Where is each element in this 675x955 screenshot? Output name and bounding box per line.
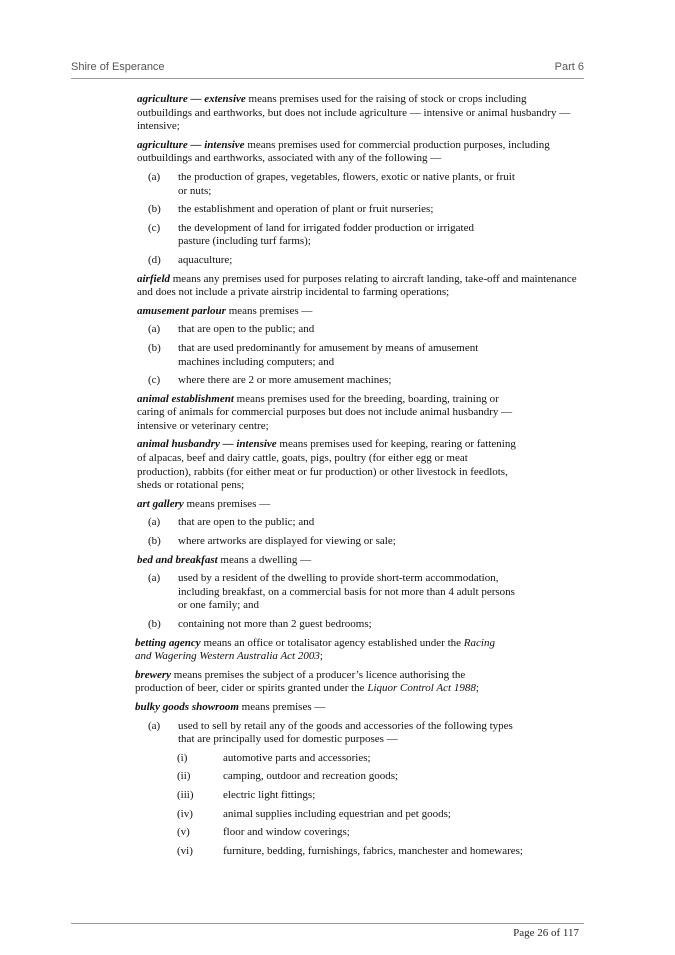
sub-item-text: furniture, bedding, furnishings, fabrics, manchester and homewares; — [223, 844, 523, 857]
item-label: (a) — [148, 170, 161, 183]
definition-text: means premises used for commercial production purposes, including outbuildings and earthworks, associated with any of the following — — [137, 138, 550, 165]
item-label: (b) — [148, 618, 161, 630]
definition-text: means any premises used for purposes relating to aircraft landing, take-off and maintenance and does not include a private airstrip incidental to farming operations; — [137, 272, 577, 299]
definition-text: means premises used for the raising of stock or crops including outbuildings and earthworks, but does not include agriculture — intensive or animal husbandry — intensive; — [137, 93, 571, 133]
item-text: that are open to the public; and — [178, 516, 315, 529]
sub-item-text: automotive parts and accessories; — [223, 751, 371, 764]
item-text: used to sell by retail any of the goods and accessories of the following types that are principally used for domestic purposes — — [178, 719, 513, 746]
item-text: used by a resident of the dwelling to provide short-term accommodation, including breakfast, on a commercial basis for not more than 4 adult persons or one family; and — [178, 572, 515, 612]
sub-item-label: (i) — [177, 751, 188, 764]
list-item — [71, 374, 518, 388]
sub-item-text: electric light fittings; — [223, 788, 316, 801]
definition-text: means an office or totalisator agency established under the — [200, 636, 464, 649]
sub-item-label: (ii) — [177, 770, 191, 783]
item-text: that are used predominantly for amusement by means of amusement machines including computers; and — [178, 341, 479, 368]
defined-term: animal husbandry — intensive — [137, 438, 277, 451]
definition-agriculture-extensive — [71, 93, 577, 134]
defined-term: bulky goods showroom — [135, 700, 239, 713]
definition-tail: ; — [475, 682, 479, 695]
definition-bulky-goods-showroom — [71, 701, 575, 715]
header-title: Shire of Esperance — [71, 61, 165, 73]
definition-text: means premises — — [225, 304, 313, 317]
defined-term: brewery — [135, 668, 172, 681]
sub-list-item — [71, 808, 583, 822]
sub-item-label: (vi) — [177, 844, 193, 857]
definition-brewery — [71, 669, 505, 696]
definition-airfield — [71, 273, 577, 300]
defined-term: art gallery — [137, 497, 184, 510]
list-item — [71, 171, 518, 198]
definition-art-gallery — [71, 498, 577, 512]
definition-bed-and-breakfast — [71, 554, 577, 568]
sub-item-label: (iii) — [177, 788, 194, 801]
definition-text: means premises the subject of a producer’s licence authorising the production of beer, cider or spirits granted under the — [135, 668, 466, 695]
item-label: (a) — [148, 516, 161, 529]
item-label: (a) — [148, 719, 161, 732]
definition-text: means premises used for keeping, rearing or fattening of alpacas, beef and dairy cattle, goats, pigs, poultry (for either egg or meat production), rabbits (for either meat or fur production) or other livestock in feedlots, sheds or rotational pens; — [137, 438, 516, 492]
list-item — [71, 254, 518, 268]
definition-agriculture-intensive — [71, 139, 577, 166]
item-text: where artworks are displayed for viewing or sale; — [178, 535, 396, 548]
defined-term: bed and breakfast — [137, 553, 218, 566]
item-label: (c) — [148, 221, 161, 234]
definition-text: means a dwelling — — [217, 553, 312, 566]
item-text: that are open to the public; and — [178, 323, 315, 336]
act-name: Racing and Wagering Western Australia Act 2003 — [135, 636, 495, 663]
act-name: Liquor Control Act 1988 — [367, 682, 476, 695]
list-item — [71, 535, 518, 549]
list-item — [71, 342, 518, 369]
sub-item-text: animal supplies including equestrian and pet goods; — [223, 807, 451, 820]
list-item — [71, 203, 518, 217]
item-label: (b) — [148, 203, 161, 216]
item-label: (c) — [148, 374, 161, 387]
sub-list-item — [71, 770, 583, 784]
definition-tail: ; — [319, 650, 323, 663]
definition-betting-agency — [71, 637, 505, 664]
list-item — [71, 618, 518, 632]
defined-term: agriculture — intensive — [137, 138, 245, 151]
sub-list-item — [71, 845, 593, 859]
defined-term: agriculture — extensive — [137, 93, 246, 105]
item-label: (d) — [148, 253, 161, 266]
definition-animal-husbandry-intensive — [71, 438, 522, 492]
defined-term: animal establishment — [137, 392, 234, 405]
sub-list-item — [71, 826, 583, 840]
list-item — [71, 222, 478, 249]
sub-item-text: camping, outdoor and recreation goods; — [223, 770, 399, 783]
definitions-body — [71, 93, 591, 863]
sub-item-label: (iv) — [177, 807, 193, 820]
definition-text: means premises — — [238, 700, 326, 713]
defined-term: betting agency — [135, 636, 201, 649]
definition-animal-establishment — [71, 393, 522, 434]
item-label: (a) — [148, 572, 161, 585]
definition-amusement-parlour — [71, 305, 577, 319]
defined-term: airfield — [137, 272, 170, 285]
list-item — [71, 572, 518, 613]
sub-item-label: (v) — [177, 826, 190, 839]
footer-rule — [71, 923, 584, 924]
item-text: containing not more than 2 guest bedrooms; — [178, 618, 372, 630]
item-label: (b) — [148, 341, 161, 354]
sub-list-item — [71, 752, 583, 766]
item-text: the development of land for irrigated fodder production or irrigated pasture (including turf farms); — [178, 221, 474, 248]
sub-item-text: floor and window coverings; — [223, 826, 350, 839]
item-text: aquaculture; — [178, 253, 233, 266]
header-part: Part 6 — [554, 61, 584, 73]
page-number: Page 26 of 117 — [513, 927, 579, 939]
list-item — [71, 720, 523, 747]
item-label: (b) — [148, 535, 161, 548]
header-rule — [71, 78, 584, 79]
defined-term: amusement parlour — [137, 304, 226, 317]
definition-text: means premises used for the breeding, boarding, training or caring of animals for commercial purposes but does not include animal husbandry — intensive or veterinary centre; — [137, 392, 513, 432]
list-item — [71, 323, 518, 337]
sub-list-item — [71, 789, 583, 803]
item-text: where there are 2 or more amusement machines; — [178, 374, 392, 387]
item-text: the establishment and operation of plant or fruit nurseries; — [178, 203, 434, 216]
item-label: (a) — [148, 323, 161, 336]
page-header — [71, 61, 584, 79]
list-item — [71, 516, 518, 530]
definition-text: means premises — — [183, 497, 271, 510]
item-text: the production of grapes, vegetables, flowers, exotic or native plants, or fruit or nuts; — [178, 170, 515, 197]
